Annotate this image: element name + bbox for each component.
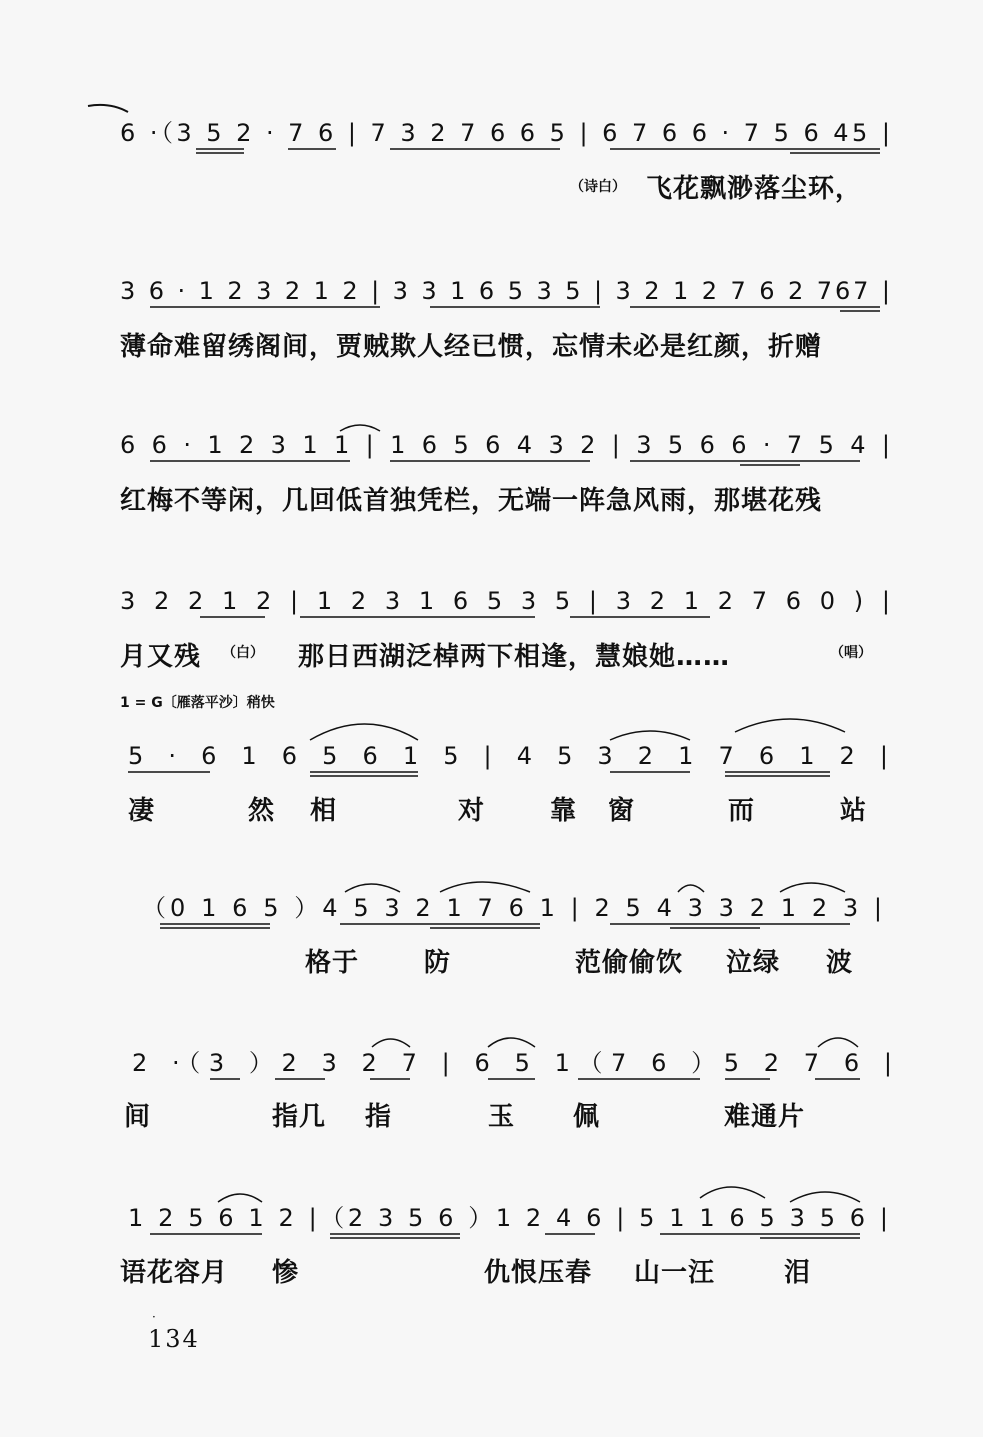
lyric-word: 玉 — [488, 1102, 516, 1132]
lyric-line-2 — [0, 326, 983, 366]
notes-text: 2 ·（3 ）2 3 2 7 | 6 5 1（7 6 ）5 2 7 6 | — [132, 1049, 892, 1077]
notation-svg-2 — [0, 273, 983, 333]
lyric-word: 指 — [365, 1102, 393, 1132]
lyric-word: 窗 — [608, 796, 636, 826]
lyric-word: 站 — [840, 796, 868, 826]
lyric-text: 飞花飘渺落尘环， — [646, 174, 863, 204]
lyric-line-7 — [0, 1096, 983, 1136]
notation-line-1 — [0, 115, 983, 155]
lyric-text: 月又残 — [120, 642, 202, 672]
lyric-tag-bai: （白） — [222, 645, 264, 661]
lyric-word: 格于 — [305, 948, 360, 978]
notes-text: 3 6 · 1 2 3 2 1 2 | 3 3 1 6 5 3 5 | 3 2 1 2 7 6 2 767 | — [120, 277, 891, 305]
lyric-word: 佩 — [573, 1102, 601, 1132]
lyric-word: 相 — [310, 796, 338, 826]
notation-line-4 — [0, 583, 983, 623]
notation-svg-8 — [0, 1200, 983, 1260]
lyric-word: 语花容月 — [120, 1258, 229, 1288]
lyric-line-5 — [0, 790, 983, 830]
lyric-word: 惨 — [272, 1258, 300, 1288]
lyric-word: 指几 — [272, 1102, 327, 1132]
lyric-word: 波 — [826, 948, 854, 978]
lyric-word: 仇恨压春 — [484, 1258, 593, 1288]
lyric-line-6 — [0, 942, 983, 982]
lyric-text: 那日西湖泛棹两下相逢，慧娘她…… — [298, 642, 731, 672]
notation-line-7 — [0, 1045, 983, 1085]
lyric-text: 红梅不等闲，几回低首独凭栏，无端一阵急风雨，那堪花残 — [120, 486, 823, 516]
lyric-word: 凄 — [128, 796, 156, 826]
notation-svg-1 — [0, 115, 983, 175]
lyric-word: 山一汪 — [634, 1258, 716, 1288]
key-signature: 1 = G〔雁落平沙〕稍快 — [120, 695, 275, 711]
lyric-line-4 — [0, 636, 983, 676]
lyric-tag-shibai: （诗白） — [570, 179, 626, 195]
notes-text: 6 ·（3 5 2 · 7 6 | 7 3 2 7 6 6 5 | 6 7 6 6 · 7 5 6 45 | — [120, 119, 891, 147]
notation-line-5 — [0, 738, 983, 778]
lyric-word: 防 — [424, 948, 452, 978]
lyric-word: 范偷偷饮 — [575, 948, 684, 978]
notes-text: 5 · 6 1 6 5 6 1 5 | 4 5 3 2 1 7 6 1 2 | — [128, 742, 888, 770]
notation-svg-5 — [0, 738, 983, 798]
notes-text: 6 6 · 1 2 3 1 1 | 1 6 5 6 4 3 2 | 3 5 6 6 · 7 5 4 | — [120, 431, 891, 459]
lyric-word: 靠 — [550, 796, 578, 826]
lyric-word: 难通片 — [724, 1102, 806, 1132]
notation-svg-3 — [0, 427, 983, 487]
notation-line-2 — [0, 273, 983, 313]
notes-text: （0 1 6 5 ）4 5 3 2 1 7 6 1 | 2 5 4 3 3 2 1 2 3 | — [142, 894, 882, 922]
lyric-word: 泣绿 — [726, 948, 781, 978]
notation-svg-4 — [0, 583, 983, 643]
page-number: 134 — [148, 1325, 200, 1353]
notation-svg-6 — [0, 890, 983, 950]
lyric-tag-chang: （唱） — [830, 645, 872, 661]
notation-line-3 — [0, 427, 983, 467]
lyric-word: 而 — [728, 796, 756, 826]
lyric-line-1 — [0, 168, 983, 208]
lyric-line-8 — [0, 1252, 983, 1292]
notation-line-6 — [0, 890, 983, 930]
lyric-word: 泪 — [784, 1258, 812, 1288]
notes-text: 3 2 2 1 2 | 1 2 3 1 6 5 3 5 | 3 2 1 2 7 6 0 ) | — [120, 587, 890, 615]
lyric-word: 然 — [248, 796, 276, 826]
notation-line-8 — [0, 1200, 983, 1240]
page-dot: · — [152, 1310, 156, 1324]
lyric-line-3 — [0, 480, 983, 520]
lyric-word: 间 — [124, 1102, 152, 1132]
lyric-word: 对 — [458, 796, 486, 826]
notes-text: 1 2 5 6 1 2 |（2 3 5 6 ）1 2 4 6 | 5 1 1 6 5 3 5 6 | — [128, 1204, 888, 1232]
lyric-text: 薄命难留绣阁间，贾贼欺人经已惯，忘情未必是红颜，折赠 — [120, 332, 823, 362]
